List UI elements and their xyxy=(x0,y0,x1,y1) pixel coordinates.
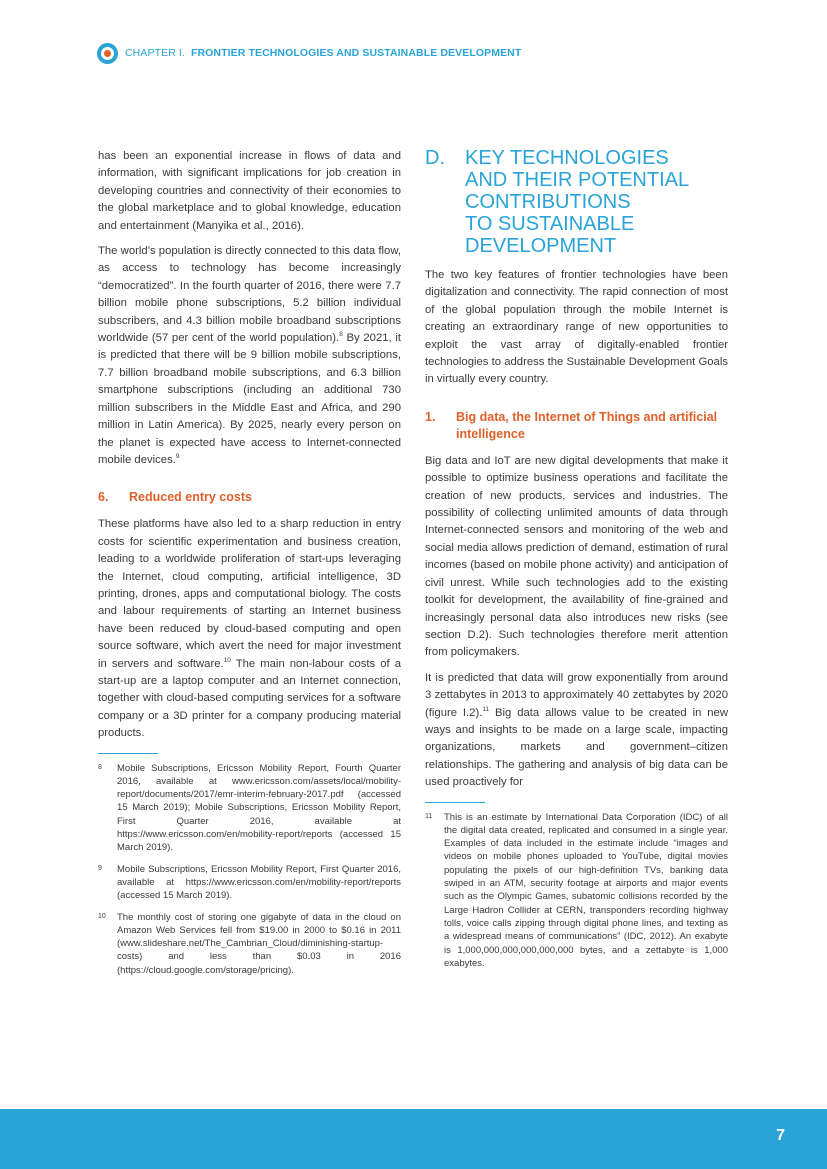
subsection-number: 6. xyxy=(98,490,109,505)
paragraph: Big data and IoT are new digital developments that make it possible to optimize business operations and facilitate the creation of new products, services and industries. The possibility of collecting unlimited amounts of data through Internet-connected sensors and monitoring of the web and social media allows prediction of demand, estimation of rural incomes (based on mobile phone activity) and anticipation of civil unrest. While such technologies add to the existing toolkit for development, the availability of fine-grained and increasingly personal data also introduces new risks (see section D.2). Such technologies therefore merit attention from policymakers. xyxy=(425,454,728,659)
paragraph-text: By 2021, it is predicted that there will be 9 billion mobile subscriptions, 7.7 billion broadband mobile subscriptions, and 6.3 billion smartphone subscriptions (including an additional 730 million subscribers in the Middle East and Africa, and 290 million in Latin America). By 2025, nearly every person on the planet is expected have access to Internet-connected mobile devices. xyxy=(98,332,401,466)
footnote-number: 8 xyxy=(98,763,102,771)
paragraph-text: Big data allows value to be created in new ways and insights to be made on a large scale, impacting organizations, markets and government–citizen relationships. The gathering and analysis of big data can be used proactively for xyxy=(425,706,728,789)
section-heading xyxy=(425,147,728,257)
section-title-line: TO SUSTAINABLE xyxy=(465,213,635,235)
running-header xyxy=(97,42,521,64)
paragraph xyxy=(425,670,728,792)
footnote-text: The monthly cost of storing one gigabyte of data in the cloud on Amazon Web Services fell from $19.00 in 2000 to $0.16 in 2011 (www.slideshare.net/The_Cambrian_Cloud/diminishing-startup-costs) and less than $0.03 in 2016 (https://cloud.google.com/storage/pricing). xyxy=(117,911,401,976)
footnote-ref[interactable]: 9 xyxy=(175,453,180,461)
footnote xyxy=(425,811,728,971)
footnote xyxy=(98,762,401,855)
paragraph xyxy=(98,516,401,742)
section-title-line: AND THEIR POTENTIAL xyxy=(465,169,690,191)
subsection-title: Reduced entry costs xyxy=(129,490,252,505)
right-column xyxy=(425,148,728,978)
subsection-number: 1. xyxy=(425,409,436,424)
footnote-number: 10 xyxy=(98,912,106,920)
paragraph-text: The main non-labour costs of a start-up are a laptop computer and an Internet connection, together with cloud-based computing services for a software company or a 3D printer for a company producing material products. xyxy=(98,657,401,740)
footnote-number: 9 xyxy=(98,864,102,872)
footnote-text: Mobile Subscriptions, Ericsson Mobility Report, Fourth Quarter 2016, available at www.ericsson.com/assets/local/mobility-report/documents/2017/emr-interim-february-2017.pdf (accessed 15 March 2019); Mobile Subscriptions, Ericsson Mobility Report, First Quarter 2016, available at https://www.ericsson.com/en/mobility-report/reports (accessed 15 March 2019). xyxy=(117,762,401,854)
paragraph-text: These platforms have also led to a sharp reduction in entry costs for scientific experimentation and business creation, leading to a worldwide proliferation of start-ups leveraging the Internet, cloud computing, artificial intelligence, 3D printing, drones, apps and computational biology. The costs and labour requirements of starting an Internet business have been reduced by cloud-based computing and open source software, which avert the need for major investment in servers and software. xyxy=(98,518,401,670)
footnote xyxy=(98,911,401,977)
section-title-line: DEVELOPMENT xyxy=(465,235,617,257)
paragraph: has been an exponential increase in flows of data and information, with significant implications for job creation in developing countries and connectivity of their economies to the global marketplace and to global knowledge, education and entertainment (Manyika et al., 2016). xyxy=(98,150,401,232)
chapter-label: CHAPTER I. xyxy=(125,47,185,59)
footnote-ref[interactable]: 10 xyxy=(223,656,231,664)
footnote-divider xyxy=(98,753,158,754)
header-text xyxy=(125,47,521,59)
footnote-ref[interactable]: 11 xyxy=(482,705,490,713)
paragraph-text: The world’s population is directly connected to this data flow, as access to technology has become increasingly “democratized”. In the fourth quarter of 2016, there were 7.7 billion mobile phone subscriptions, 5.2 billion individual subscribers, and 4.3 billion mobile broadband subscriptions worldwide (57 per cent of the world population). xyxy=(98,245,401,345)
subsection-heading xyxy=(98,489,401,506)
chapter-title: FRONTIER TECHNOLOGIES AND SUSTAINABLE DEVELOPMENT xyxy=(190,47,522,59)
left-column xyxy=(98,148,401,985)
subsection-title: Big data, the Internet of Things and artificial intelligence xyxy=(456,409,718,441)
subsection-heading xyxy=(425,409,728,443)
footnote-ref[interactable]: 8 xyxy=(339,331,343,339)
target-icon xyxy=(97,43,118,64)
footnote-number: 11 xyxy=(425,812,433,820)
page-footer-band xyxy=(0,1109,827,1169)
paragraph xyxy=(98,243,401,469)
paragraph-text: It is predicted that data will grow exponentially from around 3 zettabytes in 2013 to approximately 40 zettabytes by 2020 (figure I.2). xyxy=(425,671,728,719)
section-title xyxy=(465,147,705,257)
page-number: 7 xyxy=(776,1127,785,1144)
section-letter: D. xyxy=(425,147,445,169)
footnote-text: This is an estimate by International Data Corporation (IDC) of all the digital data created, replicated and consumed in a single year. Examples of data included in the estimate include “images and videos on mobile phones uploaded to YouTube, digital movies populating the pixels of our high-definition TVs, banking data swiped in an ATM, security footage at airports and major events such as the Olympic Games, subatomic collisions recorded by the Large Hadron Collider at CERN, transponders recording highway tolls, voice calls zipping through digital phone lines, and texting as a widespread means of communications” (IDC, 2012). An exabyte is 1,000,000,000,000,000,000 bytes, and a zettabyte is 1,000 exabytes. xyxy=(444,811,728,969)
section-title-line: CONTRIBUTIONS xyxy=(465,191,631,213)
section-title-line: KEY TECHNOLOGIES xyxy=(465,147,669,169)
footnote-text: Mobile Subscriptions, Ericsson Mobility Report, First Quarter 2016, available at https://www.ericsson.com/en/mobility-report/reports (accessed 15 March 2019). xyxy=(117,863,401,902)
footnote xyxy=(98,863,401,903)
footnote-divider xyxy=(425,802,485,803)
paragraph: The two key features of frontier technologies have been digitalization and connectivity. The rapid connection of most of the global population through the mobile Internet is creating an extraordinary range of new opportunities to exploit the vast array of digitally-enabled frontier technologies to address the Sustainable Development Goals in virtually every country. xyxy=(425,269,728,386)
